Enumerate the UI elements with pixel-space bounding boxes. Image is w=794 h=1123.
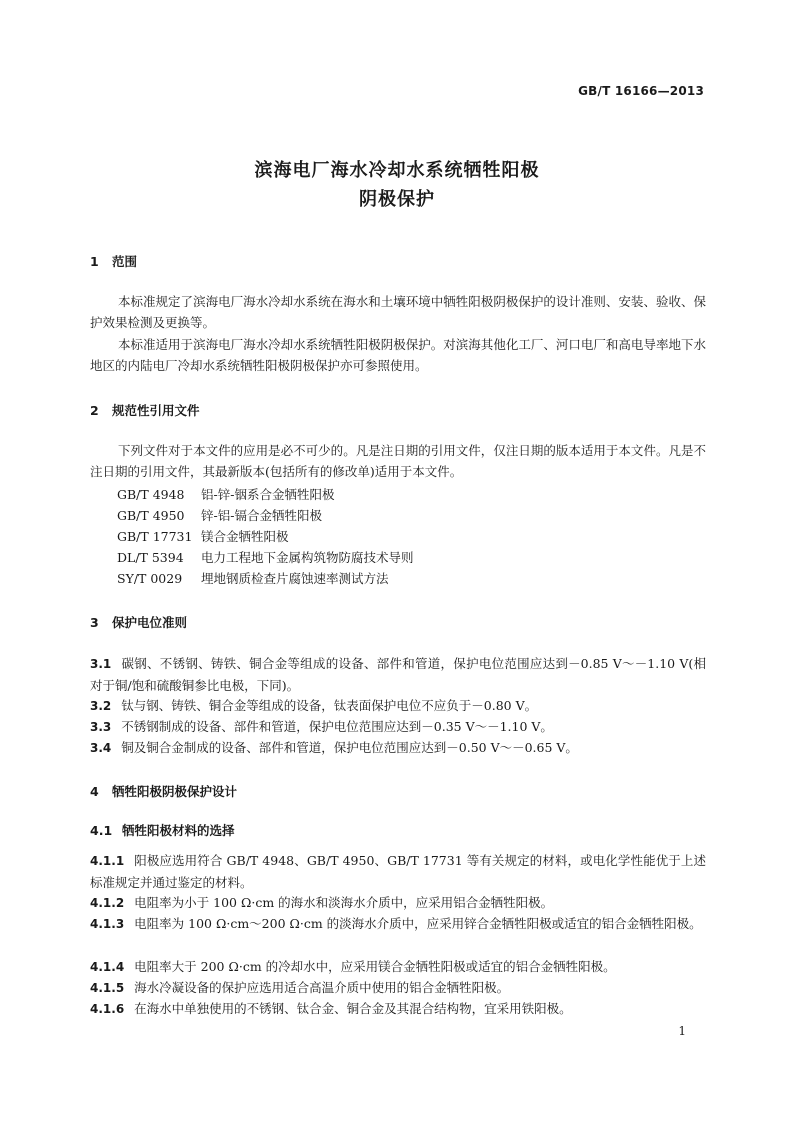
document-title-line1: 滨海电厂海水冷却水系统牺牲阳极: [254, 160, 540, 181]
reference-item: [117, 505, 322, 526]
clause: [90, 892, 706, 914]
clause-number: 4.1.4: [90, 960, 125, 974]
section-1-paragraph-2: 本标准适用于滨海电厂海水冷却水系统牺牲阳极阴极保护。对滨海其他化工厂、河口电厂和高电导率地下水地区的内陆电厂冷却水系统牺牲阳极阴极保护亦可参照使用。: [90, 337, 706, 373]
reference-code: DL/T 5394: [117, 550, 184, 565]
reference-item: [117, 568, 389, 589]
clause-text: 铜及铜合金制成的设备、部件和管道，保护电位范围应达到－0.50 V～－0.65 V。: [121, 740, 578, 755]
clause-number: 4.1.6: [90, 1002, 125, 1016]
subsection-title: 牺牲阳极材料的选择: [122, 823, 235, 838]
clause-text: 电阻率为小于 100 Ω·cm 的海水和淡海水介质中，应采用铝合金牺牲阳极。: [134, 895, 554, 910]
reference-title: 铝-锌-铟系合金牺牲阳极: [201, 487, 335, 502]
reference-title: 锌-铝-镉合金牺牲阳极: [201, 508, 322, 523]
clause: [90, 653, 706, 696]
clause-text: 电阻率为 100 Ω·cm～200 Ω·cm 的淡海水介质中，应采用锌合金牺牲阳极或适宜的铝合金牺牲阳极。: [134, 916, 702, 931]
section-title: 规范性引用文件: [112, 403, 200, 418]
clause: [90, 956, 706, 978]
reference-code: GB/T 4948: [117, 487, 185, 502]
section-4-heading: [90, 782, 237, 800]
standard-code: GB/T 16166—2013: [578, 84, 704, 98]
subsection-4-1-heading: [90, 821, 235, 839]
section-1-paragraph-1: 本标准规定了滨海电厂海水冷却水系统在海水和土壤环境中牺牲阳极阴极保护的设计准则、安装、验收、保护效果检测及更换等。: [90, 294, 706, 330]
clause-text: 在海水中单独使用的不锈钢、钛合金、铜合金及其混合结构物，宜采用铁阳极。: [134, 1001, 572, 1016]
reference-title: 电力工程地下金属构筑物防腐技术导则: [201, 550, 414, 565]
clause-text: 海水冷凝设备的保护应选用适合高温介质中使用的铝合金牺牲阳极。: [134, 980, 510, 995]
section-number: 3: [90, 615, 99, 630]
clause-number: 3.3: [90, 720, 112, 734]
reference-item: [117, 547, 414, 568]
clause: [90, 716, 706, 738]
section-number: 1: [90, 254, 99, 269]
clause-text: 碳钢、不锈钢、铸铁、铜合金等组成的设备、部件和管道，保护电位范围应达到－0.85 V～－1.10 V(相对于铜/饱和硫酸铜参比电极，下同)。: [90, 656, 706, 693]
clause: [90, 913, 706, 935]
section-number: 2: [90, 403, 99, 418]
clause: [90, 850, 706, 893]
clause: [90, 977, 706, 999]
section-3-heading: [90, 613, 187, 631]
clause-number: 3.1: [90, 657, 112, 671]
reference-title: 埋地钢质检查片腐蚀速率测试方法: [201, 571, 389, 586]
reference-code: GB/T 4950: [117, 508, 185, 523]
reference-item: [117, 484, 334, 505]
section-number: 4: [90, 784, 99, 799]
reference-title: 镁合金牺牲阳极: [201, 529, 289, 544]
subsection-number: 4.1: [90, 823, 113, 838]
document-title-line2: 阴极保护: [359, 189, 435, 210]
section-2-paragraph-1: 下列文件对于本文件的应用是必不可少的。凡是注日期的引用文件，仅注日期的版本适用于本文件。凡是不注日期的引用文件，其最新版本(包括所有的修改单)适用于本文件。: [90, 443, 706, 479]
reference-item: [117, 526, 289, 547]
clause-number: 3.2: [90, 699, 112, 713]
section-title: 保护电位准则: [112, 615, 188, 630]
clause: [90, 695, 706, 717]
clause-number: 4.1.5: [90, 981, 125, 995]
section-1-heading: [90, 252, 137, 270]
reference-code: SY/T 0029: [117, 571, 183, 586]
clause-text: 阳极应选用符合 GB/T 4948、GB/T 4950、GB/T 17731 等有关规定的材料，或电化学性能优于上述标准规定并通过鉴定的材料。: [90, 853, 706, 890]
clause-number: 3.4: [90, 741, 112, 755]
reference-code: GB/T 17731: [117, 529, 193, 544]
clause-number: 4.1.3: [90, 917, 125, 931]
clause-text: 钛与钢、铸铁、铜合金等组成的设备，钛表面保护电位不应负于－0.80 V。: [121, 698, 538, 713]
section-title: 范围: [112, 254, 138, 269]
clause: [90, 998, 706, 1020]
page-number: 1: [678, 1024, 686, 1038]
clause-number: 4.1.1: [90, 854, 125, 868]
clause-number: 4.1.2: [90, 896, 125, 910]
section-title: 牺牲阳极阴极保护设计: [112, 784, 238, 799]
clause-text: 不锈钢制成的设备、部件和管道，保护电位范围应达到－0.35 V～－1.10 V。: [121, 719, 553, 734]
clause-text: 电阻率大于 200 Ω·cm 的冷却水中，应采用镁合金牺牲阳极或适宜的铝合金牺牲阳极。: [134, 959, 616, 974]
section-2-heading: [90, 401, 200, 419]
clause: [90, 737, 706, 759]
